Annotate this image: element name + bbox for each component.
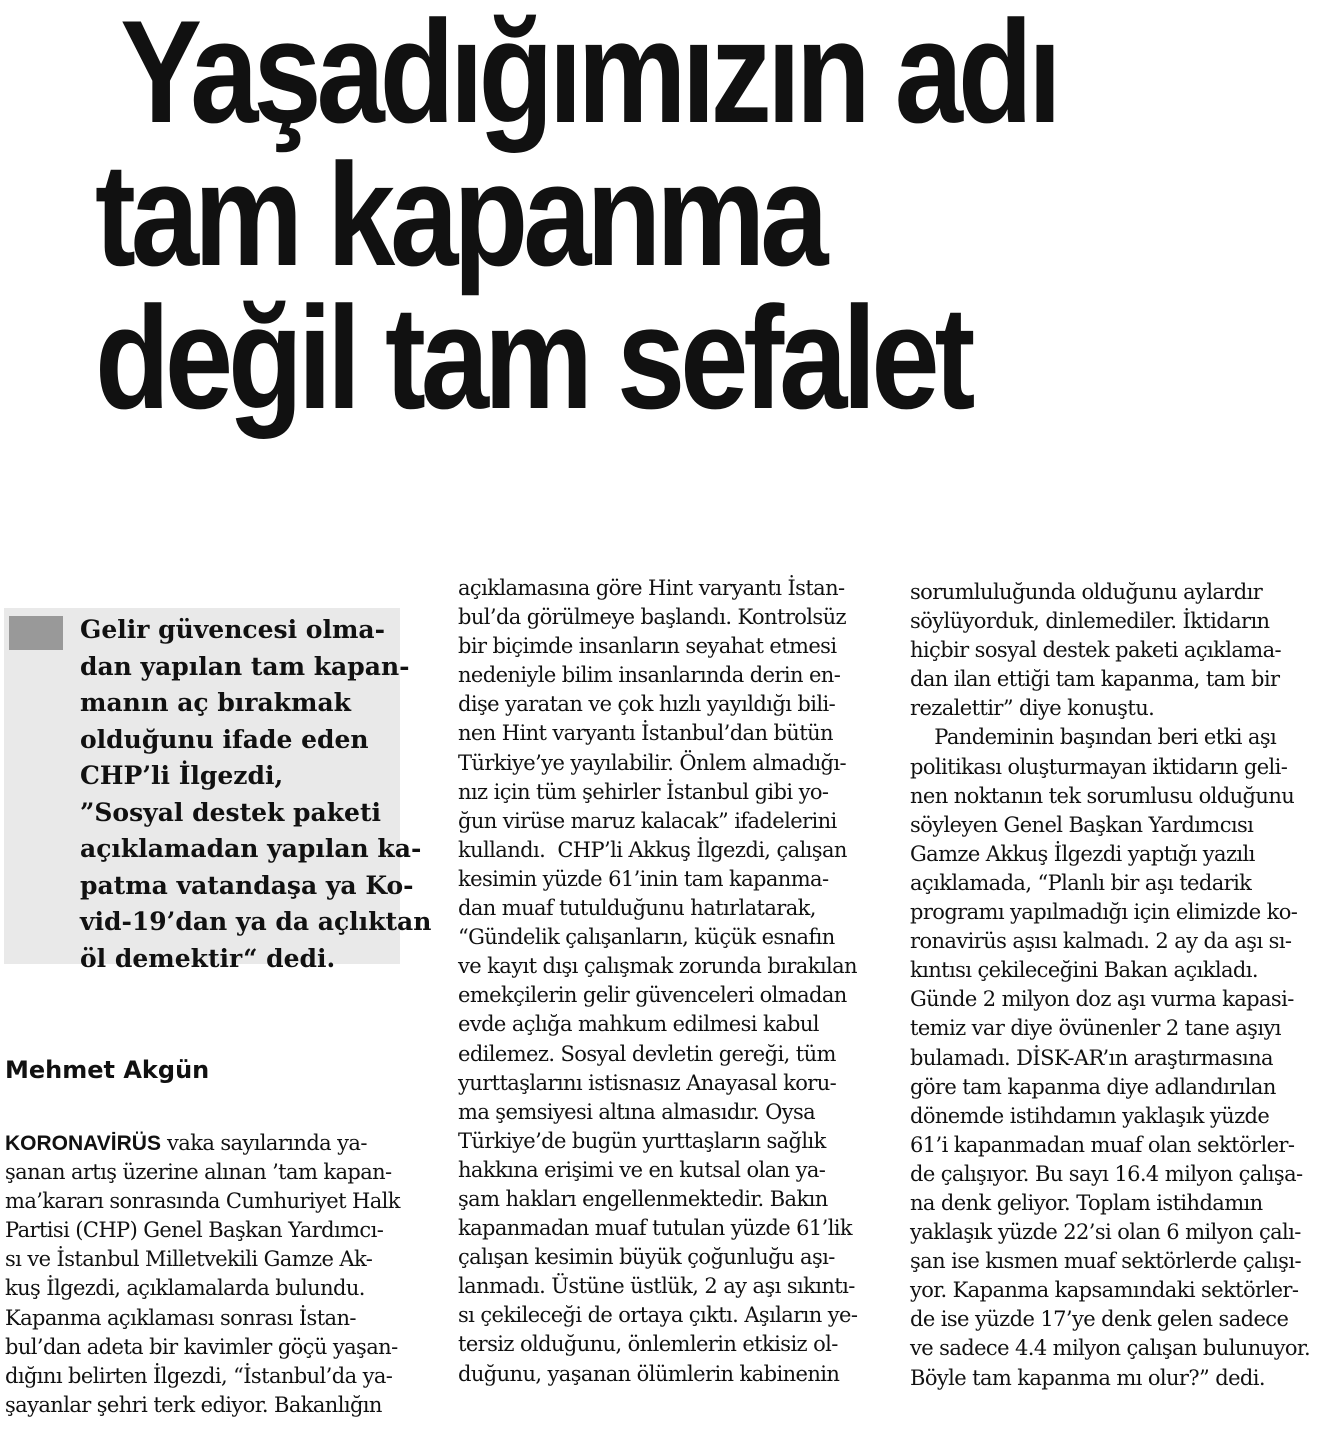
kicker: KORONAVİRÜS — [5, 1132, 161, 1155]
column-1-text: vaka sayılarında ya- şanan artış üzerine alınan ’tam kapan- ma’kararı sonrasında Cumhuriyet Halk Partisi (CHP) Genel Başkan Yardımcı- sı ve İstanbul Milletvekili Gamze Ak- kuş İlgezdi, açıklamalarda bulundu. Kapanma açıklaması sonrası İstan- bul’dan adeta bir kavimler göçü yaşan- dığını belirten İlgezdi, “İstanbul’da ya- şayanlar şehri terk ediyor. Bakanlığın — [5, 1131, 400, 1417]
article-column-1 — [5, 1129, 425, 1420]
headline — [95, 0, 1141, 439]
article-column-3: sorumluluğunda olduğunu aylardır söylüyorduk, dinlemediler. İktidarın hiçbir sosyal destek paketi açıklama- dan ilan ettiği tam kapanma, tam bir rezalettir” diye konuştu. Pandeminin başından beri etki aşı politikası oluşturmayan iktidarın geli- nen noktanın tek sorumlusu olduğunu söyleyen Genel Başkan Yardımcısı Gamze Akkuş İlgezdi yaptığı yazılı açıklamada, “Planlı bir aşı tedarik programı yapılmadığı için elimizde ko- ronavirüs aşısı kalmadı. 2 ay da aşı sı- kıntısı çekileceğini Bakan açıkladı. Günde 2 milyon doz aşı vurma kapasi- temiz var diye övünenler 2 tane aşıyı bulamadı. DİSK-AR’ın araştırmasına göre tam kapanma diye adlandırılan dönemde istihdamın yaklaşık yüzde 61’i kapanmadan muaf olan sektörler- de çalışıyor. Bu sayı 16.4 milyon çalışa- na denk geliyor. Toplam istihdamın yaklaşık yüzde 22’si olan 6 milyon çalı- şan ise kısmen muaf sektörlerde çalışı- yor. Kapanma kapsamındaki sektörler- de ise yüzde 17’ye denk gelen sadece ve sadece 4.4 milyon çalışan bulunuyor. Böyle tam kapanma mı olur?” dedi. — [910, 580, 1311, 1390]
headline-line-1: Yaşadığımızın adı — [120, 0, 1057, 153]
byline: Mehmet Akgün — [5, 1056, 210, 1084]
headline-line-3: değil tam sefalet — [95, 276, 971, 439]
article-column-2: açıklamasına göre Hint varyantı İstan- bul’da görülmeye başlandı. Kontrolsüz bir biçimde insanların seyahat etmesi nedeniyle bilim insanlarında derin en- dişe yaratan ve çok hızlı yayıldığı bili- nen Hint varyantı İstanbul’dan bütün Türkiye’ye yayılabilir. Önlem almadığı- nız için tüm şehirler İstanbul gibi yo- ğun virüse maruz kalacak” ifadelerini kullandı. CHP’li Akkuş İlgezdi, çalışan kesimin yüzde 61’inin tam kapanma- dan muaf tutulduğunu hatırlatarak, “Gündelik çalışanların, küçük esnafın ve kayıt dışı çalışmak zorunda bırakılan emekçilerin gelir güvenceleri olmadan evde açlığa mahkum edilmesi kabul edilemez. Sosyal devletin gereği, tüm yurttaşlarını istisnasız Anayasal koru- ma şemsiyesi altına almasıdır. Oysa Türkiye’de bugün yurttaşların sağlık hakkına erişimi ve en kutsal olan ya- şam hakları engellenmektedir. Bakın kapanmadan muaf tutulan yüzde 61’lik çalışan kesimin büyük çoğunluğu aşı- lanmadı. Üstüne üstlük, 2 ay aşı sıkıntı- sı çekileceği de ortaya çıktı. Aşıların ye- tersiz olduğunu, önlemlerin etkisiz ol- duğunu, yaşanan ölümlerin kabinenin — [458, 576, 858, 1386]
spot-marker — [9, 616, 63, 650]
headline-line-2: tam kapanma — [95, 133, 824, 296]
spot-text: Gelir güvencesi olma- dan yapılan tam kapan- manın aç bırakmak olduğunu ifade eden CHP’li İlgezdi, ”Sosyal destek paketi açıklamadan yapılan ka- patma vatandaşa ya Ko- vid-19’dan ya da açlıktan öl demektir“ dedi. — [80, 615, 432, 973]
spot-box — [4, 608, 432, 973]
